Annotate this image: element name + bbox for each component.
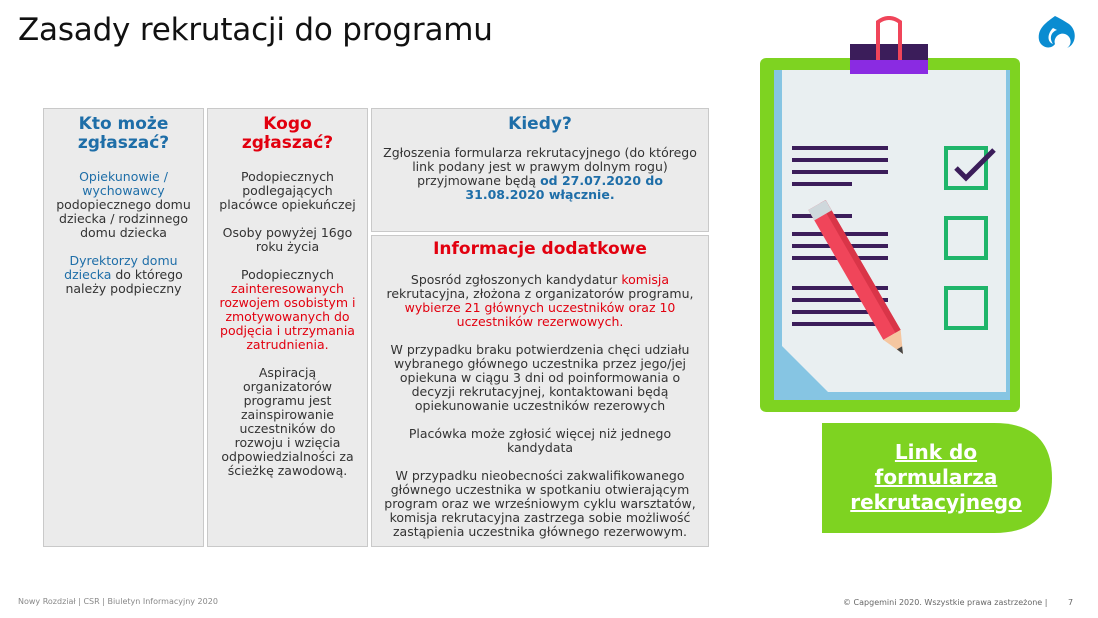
recruitment-form-link[interactable]: Link do formularza rekrutacyjnego <box>850 440 1022 514</box>
whom-item-2: Osoby powyżej 16go roku życia <box>222 225 353 254</box>
whom-to-apply-panel <box>207 108 368 547</box>
additional-info-panel <box>371 235 709 547</box>
who-can-heading: Kto może zgłaszać? <box>77 114 170 153</box>
additional-info-item-1: Sposród zgłoszonych kandydatur komisja rekrutacyjna, złożona z organizatorów programu, wybierze 21 głównych uczestników oraz 10 uczestników rezerwowych. <box>386 272 694 329</box>
additional-info-item-3: Placówka może zgłosić więcej niż jednego kandydata <box>408 426 672 455</box>
additional-info-heading: Informacje dodatkowe <box>433 239 647 259</box>
page-title: Zasady rekrutacji do programu <box>18 12 493 48</box>
when-panel <box>371 108 709 232</box>
footer-left-text: Nowy Rozdział | CSR | Biuletyn Informacyjny 2020 <box>18 597 218 606</box>
whom-item-1: Podopiecznych podlegających placówce opiekuńczej <box>219 169 356 212</box>
additional-info-item-2: W przypadku braku potwierdzenia chęci udziału wybranego głównego uczestnika przez jego/jej opiekuna w ciągu 3 dni od poinformowania o decyzji rekrutacyjnej, kontaktowani będą opiekunowanie uczestników rezerowych <box>390 342 690 413</box>
whom-item-4: Aspiracją organizatorów programu jest zainspirowanie uczestników do rozwoju i wzięcia odpowiedzialności za ścieżkę zawodową. <box>221 365 354 478</box>
when-heading: Kiedy? <box>508 114 572 134</box>
additional-info-item-4: W przypadku nieobecności zakwalifikowanego głównego uczestnika w spotkaniu otwierającym program oraz we wrześniowym cyklu warsztatów, komisja rekrutacyjna zastrzega sobie możliwość zastąpienia uczestnika głównego rezerwowym. <box>384 468 696 539</box>
who-can-apply-panel <box>43 108 204 547</box>
footer-copyright: © Capgemini 2020. Wszystkie prawa zastrzeżone | <box>843 598 1048 607</box>
who-can-item-1: Opiekunowie / wychowawcy podopiecznego domu dziecka / rodzinnego domu dziecka <box>56 169 191 240</box>
whom-heading: Kogo zgłaszać? <box>241 114 334 153</box>
capgemini-logo <box>1033 14 1077 54</box>
clipboard-illustration <box>758 16 1024 416</box>
when-text: Zgłoszenia formularza rekrutacyjnego (do którego link podany jest w prawym dolnym rogu) przyjmowane będą od 27.07.2020 do 31.08.2020 włącznie. <box>383 145 697 202</box>
who-can-item-2: Dyrektorzy domu dziecka do którego należy podpieczny <box>64 253 183 296</box>
whom-item-3: Podopiecznych zainteresowanych rozwojem osobistym i zmotywowanych do podjęcia i utrzymania zatrudnienia. <box>219 267 356 352</box>
page-number: 7 <box>1068 598 1074 607</box>
